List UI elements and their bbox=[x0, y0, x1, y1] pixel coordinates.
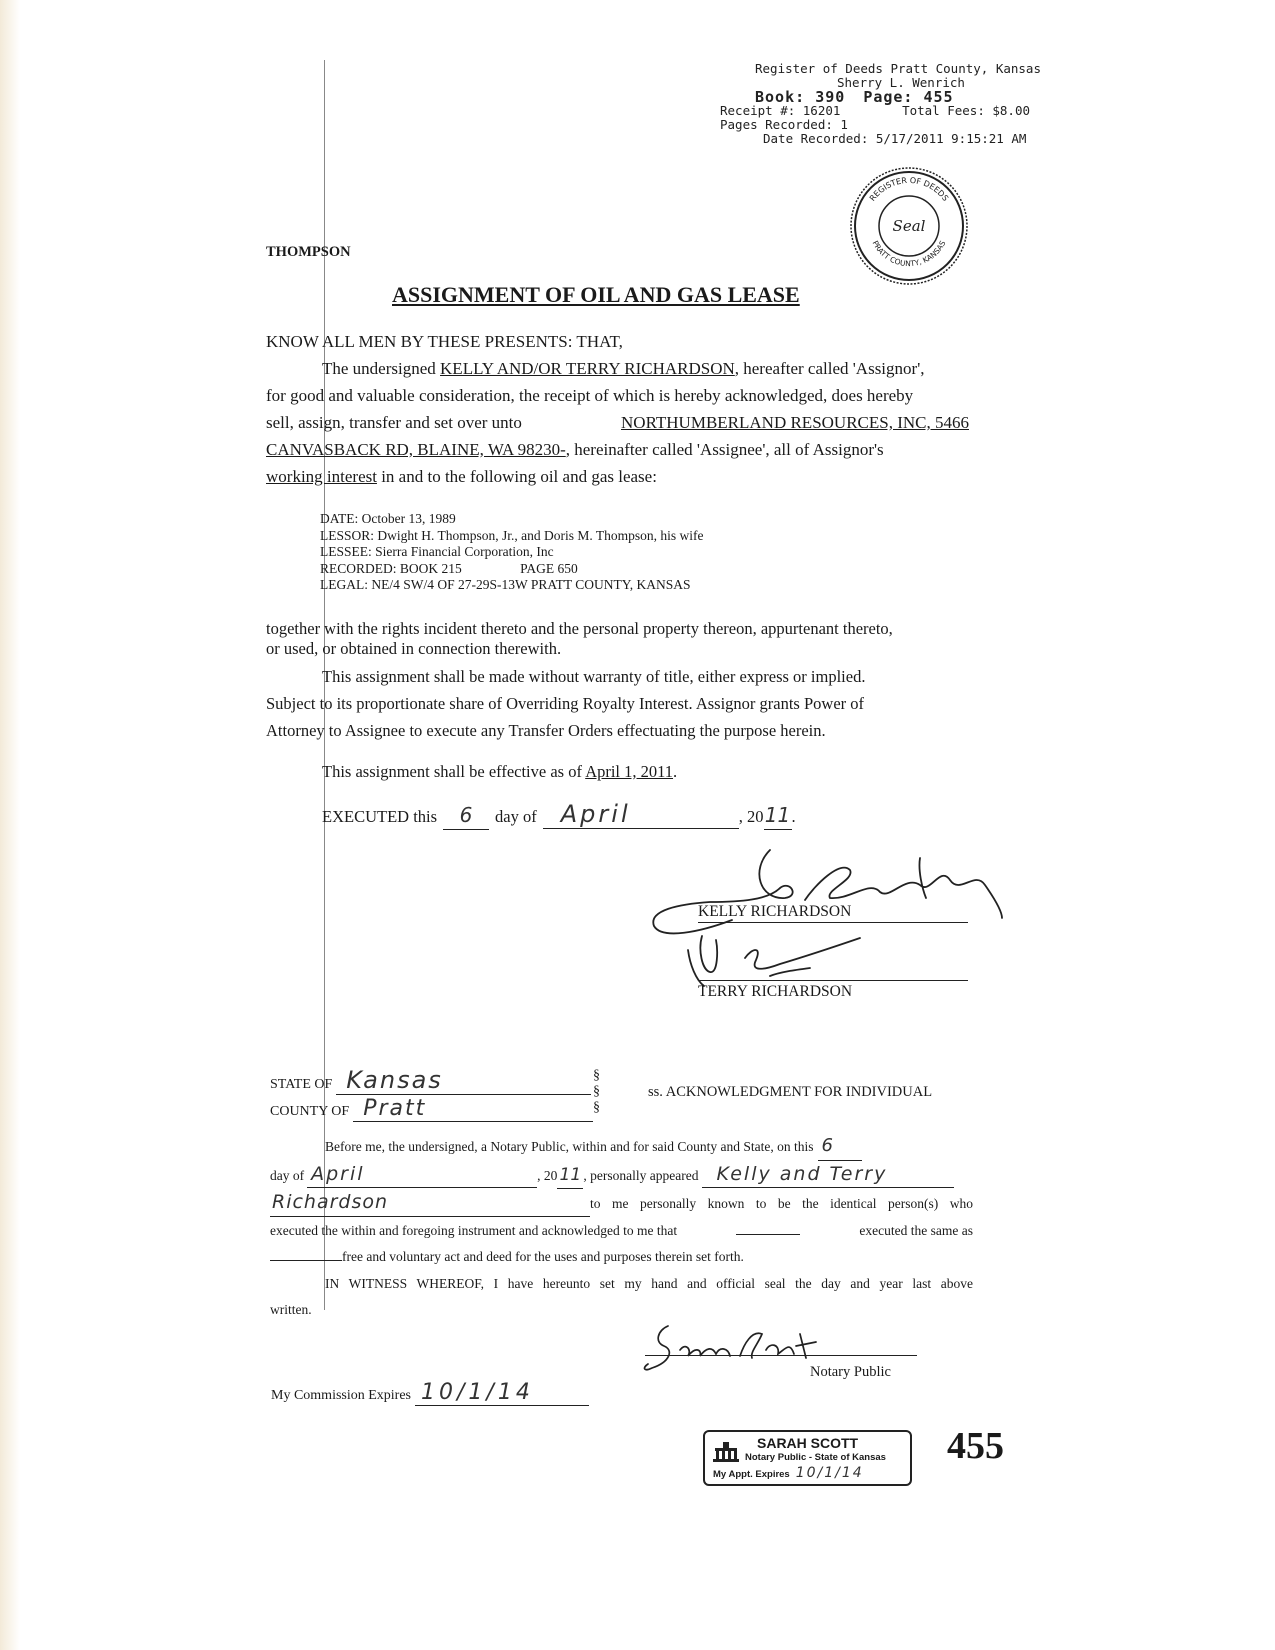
acknowledgment-paragraph bbox=[270, 1133, 973, 1324]
notary-month: April bbox=[307, 1161, 537, 1189]
notary-blank-2 bbox=[270, 1246, 342, 1261]
lease-lessee: LESSEE: Sierra Financial Corporation, Inc bbox=[320, 544, 554, 559]
terry-name: TERRY RICHARDSON bbox=[698, 983, 853, 1000]
terry-signature bbox=[688, 936, 860, 986]
section-mark-3: § bbox=[593, 1100, 600, 1115]
county-seal bbox=[848, 165, 970, 287]
executed-month: April bbox=[543, 801, 739, 829]
terry-signature-line bbox=[698, 980, 968, 981]
notary-written: written. bbox=[270, 1302, 312, 1317]
notary-witness: IN WITNESS WHEREOF, I have hereunto set my hand and official seal the day and year last above bbox=[325, 1275, 973, 1291]
state-line bbox=[270, 1066, 591, 1095]
working-interest: working interest bbox=[266, 467, 377, 486]
p1-line4b: , hereinafter called 'Assignee', all of Assignor's bbox=[565, 440, 884, 459]
notary-year: 11 bbox=[557, 1162, 583, 1190]
section-mark-2: § bbox=[593, 1084, 600, 1099]
notary-names-a: Kelly and Terry bbox=[702, 1161, 954, 1189]
kelly-name: KELLY RICHARDSON bbox=[698, 903, 852, 920]
page-edge-stain bbox=[0, 0, 20, 1650]
state-label: STATE OF bbox=[270, 1077, 333, 1092]
effective-text: This assignment shall be effective as of bbox=[322, 762, 582, 781]
p1-line2: for good and valuable consideration, the receipt of which is hereby acknowledged, does hereby bbox=[266, 386, 914, 405]
notary-line4: free and voluntary act and deed for the uses and purposes therein set forth. bbox=[342, 1249, 744, 1264]
warranty-line3: Attorney to Assignee to execute any Transfer Orders effectuating the purpose herein. bbox=[266, 721, 826, 740]
lease-schedule bbox=[320, 511, 704, 594]
warranty-line1: This assignment shall be made without warranty of title, either express or implied. bbox=[322, 667, 866, 686]
notary-year-prefix: , 20 bbox=[537, 1167, 558, 1183]
recording-stamp bbox=[755, 62, 1041, 104]
section-marks bbox=[593, 1068, 600, 1116]
stamp-expires-line bbox=[713, 1465, 864, 1481]
book-number: 390 bbox=[815, 88, 846, 106]
p1-line3a: sell, assign, transfer and set over unto bbox=[266, 413, 522, 432]
intro-line: KNOW ALL MEN BY THESE PRESENTS: THAT, bbox=[266, 332, 623, 351]
receipt-block bbox=[720, 104, 1030, 146]
acknowledgment-heading: ss. ACKNOWLEDGMENT FOR INDIVIDUAL bbox=[648, 1084, 933, 1100]
page-number-stamp: 455 bbox=[923, 88, 954, 106]
notary-line3a: executed the within and foregoing instrument and acknowledged to me that bbox=[270, 1222, 678, 1238]
warranty-line2: Subject to its proportionate share of Overriding Royalty Interest. Assignor grants Power of bbox=[266, 694, 865, 713]
lease-lessor: LESSOR: Dwight H. Thompson, Jr., and Doris M. Thompson, his wife bbox=[320, 527, 704, 543]
seal-top-text: REGISTER OF DEEDS bbox=[867, 175, 951, 203]
seal-bottom-text: PRATT COUNTY, KANSAS bbox=[870, 239, 948, 269]
page-label: Page: bbox=[863, 88, 914, 106]
executed-dayof: day of bbox=[495, 807, 537, 826]
together-line2: or used, or obtained in connection therewith. bbox=[266, 639, 562, 658]
notary-blank-1 bbox=[736, 1220, 800, 1235]
effective-date: April 1, 2011 bbox=[585, 762, 674, 781]
stamp-expires-label: My Appt. Expires bbox=[713, 1469, 790, 1480]
stamp-title: Notary Public - State of Kansas bbox=[745, 1452, 886, 1463]
county-value: Pratt bbox=[353, 1096, 593, 1122]
commission-date: 10/1/14 bbox=[415, 1380, 589, 1406]
together-paragraph bbox=[266, 619, 893, 659]
receipt-number: Receipt #: 16201 bbox=[720, 103, 841, 118]
document-title: ASSIGNMENT OF OIL AND GAS LEASE bbox=[392, 282, 800, 307]
p1-text-a: The undersigned bbox=[322, 359, 436, 378]
notary-dayof: day of bbox=[270, 1167, 305, 1183]
executed-day: 6 bbox=[443, 802, 489, 830]
commission-label: My Commission Expires bbox=[271, 1388, 412, 1403]
recorder-office: Register of Deeds Pratt County, Kansas bbox=[755, 61, 1041, 76]
executed-line bbox=[322, 801, 796, 830]
executed-year: 11 bbox=[764, 802, 792, 830]
notary-names-b: Richardson bbox=[270, 1189, 590, 1217]
assignee-line2: CANVASBACK RD, BLAINE, WA 98230- bbox=[266, 440, 566, 459]
lease-date: DATE: October 13, 1989 bbox=[320, 511, 456, 526]
notary-public-label: Notary Public bbox=[810, 1364, 891, 1380]
notary-stamp bbox=[703, 1430, 912, 1486]
seal-center-text: Seal bbox=[892, 217, 926, 235]
date-recorded: Date Recorded: 5/17/2011 9:15:21 AM bbox=[763, 131, 1027, 146]
assignor-name: KELLY AND/OR TERRY RICHARDSON bbox=[440, 359, 735, 378]
stamp-name: SARAH SCOTT bbox=[757, 1435, 859, 1451]
notary-known: to me personally known to be the identical person(s) who bbox=[590, 1196, 973, 1211]
stamp-expires-date: 10/1/14 bbox=[795, 1465, 864, 1481]
notary-line3b: executed the same as bbox=[859, 1222, 973, 1238]
county-label: COUNTY OF bbox=[270, 1104, 350, 1119]
lease-recorded-page: PAGE 650 bbox=[520, 560, 578, 576]
section-mark-1: § bbox=[593, 1068, 600, 1083]
executed-year-prefix: , 20 bbox=[738, 807, 764, 826]
effective-period: . bbox=[673, 762, 678, 781]
effective-line bbox=[322, 758, 677, 785]
state-value: Kansas bbox=[336, 1066, 591, 1095]
lease-recorded: RECORDED: BOOK 215 bbox=[320, 560, 462, 576]
recorder-name: Sherry L. Wenrich bbox=[837, 75, 965, 90]
book-label: Book: bbox=[755, 88, 806, 106]
executed-text: EXECUTED this bbox=[322, 807, 438, 826]
notary-signature-line bbox=[645, 1355, 917, 1356]
warranty-paragraph bbox=[266, 663, 865, 744]
executed-period: . bbox=[791, 807, 796, 826]
pages-recorded: Pages Recorded: 1 bbox=[720, 117, 848, 132]
notary-building-icon bbox=[711, 1440, 741, 1462]
assignee-line1: NORTHUMBERLAND RESOURCES, INC, 5466 bbox=[621, 413, 969, 432]
notary-appeared: , personally appeared bbox=[583, 1167, 699, 1183]
assignment-paragraph bbox=[266, 355, 969, 490]
commission-line bbox=[271, 1380, 589, 1406]
together-line1: together with the rights incident thereto and the personal property thereon, appurtenant thereto, bbox=[266, 619, 893, 638]
notary-line1: Before me, the undersigned, a Notary Public, within and for said County and State, on this bbox=[325, 1139, 814, 1154]
p1-line5b: in and to the following oil and gas lease: bbox=[381, 467, 657, 486]
p1-text-b: , hereafter called 'Assignor', bbox=[734, 359, 925, 378]
lease-legal: LEGAL: NE/4 SW/4 OF 27-29S-13W PRATT COUNTY, KANSAS bbox=[320, 577, 691, 592]
total-fees: Total Fees: $8.00 bbox=[902, 103, 1030, 118]
page-number: 455 bbox=[947, 1425, 1004, 1467]
header-name: THOMPSON bbox=[266, 244, 351, 260]
county-line bbox=[270, 1096, 593, 1122]
kelly-signature-line bbox=[698, 922, 968, 923]
notary-day: 6 bbox=[818, 1133, 862, 1161]
